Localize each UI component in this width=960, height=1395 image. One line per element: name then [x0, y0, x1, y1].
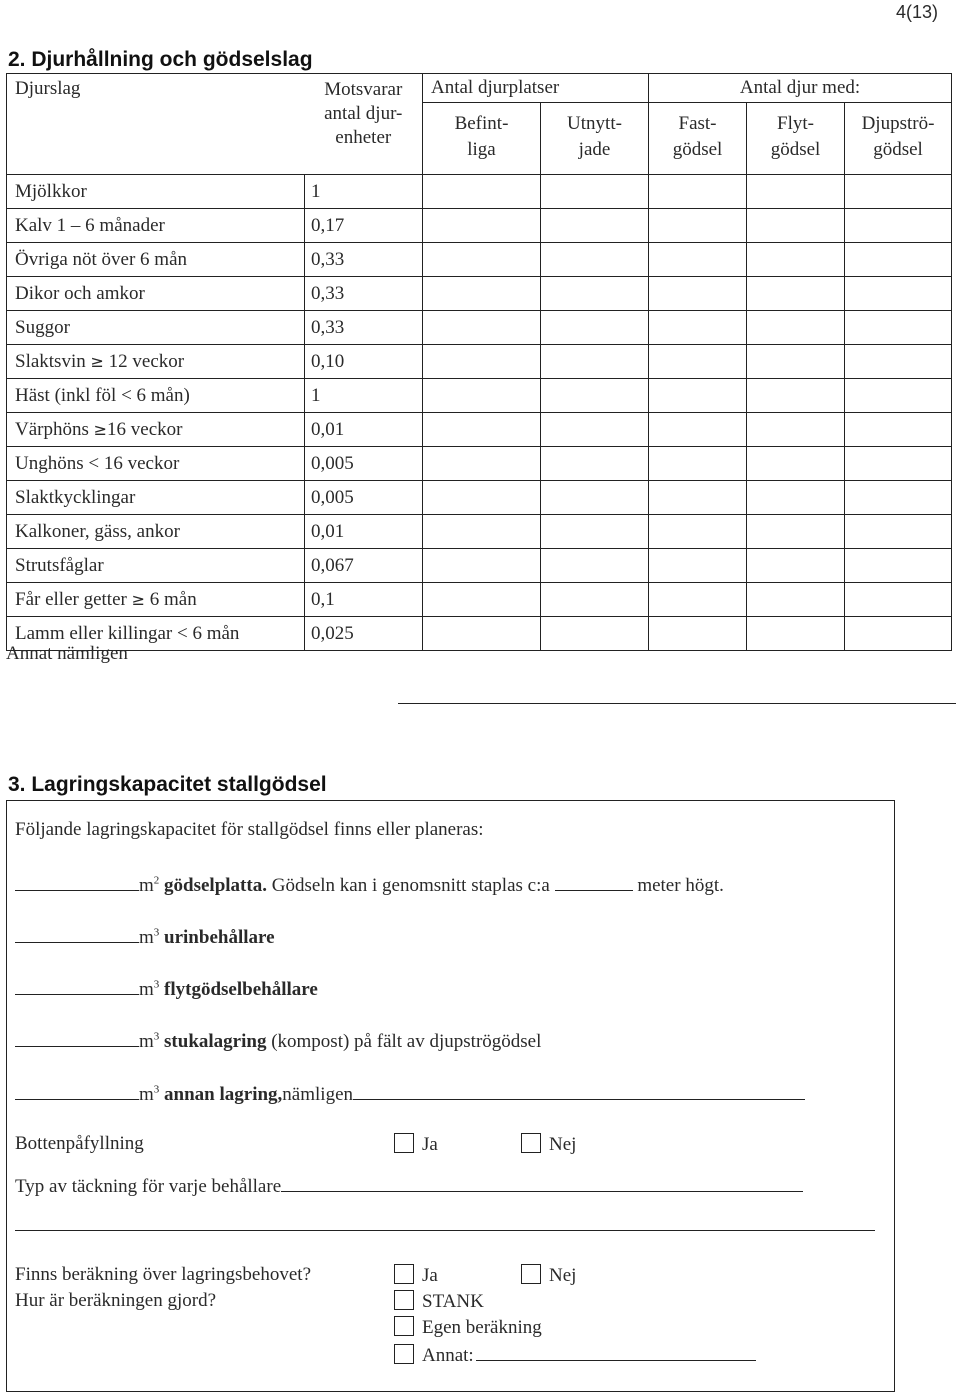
annan-description-field[interactable] [353, 1081, 805, 1100]
animal-type: Får eller getter ≥ 6 mån [7, 583, 305, 617]
header-flytgodsel: Flyt- gödsel [747, 103, 845, 175]
animal-unit-value: 0,01 [305, 515, 423, 549]
animal-unit-value: 0,01 [305, 413, 423, 447]
utnyttjade-cell[interactable] [541, 277, 649, 311]
utnyttjade-cell[interactable] [541, 311, 649, 345]
fastgodsel-cell[interactable] [649, 447, 747, 481]
urin-row: $m^3$ urinbehållare [15, 924, 275, 949]
livestock-table [6, 73, 952, 651]
stuka-label: stukalagring [164, 1031, 267, 1052]
djupstrogodsel-cell[interactable] [845, 243, 952, 277]
utnyttjade-cell[interactable] [541, 617, 649, 651]
godselplatta-row: $m^2$ gödselplatta. Gödseln kan i genomsnitt staplas c:a meter högt. [15, 872, 724, 897]
befintliga-cell[interactable] [423, 277, 541, 311]
table-row [7, 209, 952, 243]
table-row [7, 175, 952, 209]
animal-type: Slaktkycklingar [7, 481, 305, 515]
utnyttjade-cell[interactable] [541, 209, 649, 243]
flytgodsel-cell[interactable] [747, 447, 845, 481]
header-fastgodsel: Fast- gödsel [649, 103, 747, 175]
djupstrogodsel-cell[interactable] [845, 549, 952, 583]
befintliga-cell[interactable] [423, 583, 541, 617]
annat-answer-line[interactable] [398, 703, 956, 704]
berakning-question: Finns beräkning över lagringsbehovet? [15, 1264, 312, 1285]
befintliga-cell[interactable] [423, 209, 541, 243]
animal-unit-value: 0,17 [305, 209, 423, 243]
urin-volume-field[interactable] [15, 924, 139, 943]
option-egen[interactable]: Egen beräkning [394, 1316, 542, 1339]
fastgodsel-cell[interactable] [649, 209, 747, 243]
animal-unit-value: 0,025 [305, 617, 423, 651]
befintliga-cell[interactable] [423, 617, 541, 651]
flyt-volume-field[interactable] [15, 976, 139, 995]
table-row [7, 243, 952, 277]
flytgodsel-cell[interactable] [747, 617, 845, 651]
bottenpafyllning-ja-checkbox[interactable] [394, 1133, 414, 1153]
table-row [7, 515, 952, 549]
animal-unit-value: 0,33 [305, 277, 423, 311]
table-row [7, 617, 952, 651]
animal-type: Dikor och amkor [7, 277, 305, 311]
option-annat[interactable]: Annat: [394, 1342, 756, 1367]
bottenpafyllning-label: Bottenpåfyllning [15, 1133, 144, 1154]
bottenpafyllning-nej-checkbox[interactable] [521, 1133, 541, 1153]
header-djurslag: Djurslag [7, 74, 305, 175]
storage-intro: Följande lagringskapacitet för stallgödsel finns eller planeras: [15, 819, 484, 840]
djupstrogodsel-cell[interactable] [845, 515, 952, 549]
animal-unit-value: 0,067 [305, 549, 423, 583]
flyt-row: $m^3$ flytgödselbehållare [15, 976, 318, 1001]
utnyttjade-cell[interactable] [541, 413, 649, 447]
djupstrogodsel-cell[interactable] [845, 413, 952, 447]
stuka-volume-field[interactable] [15, 1028, 139, 1047]
table-row [7, 583, 952, 617]
animal-unit-value: 0,005 [305, 481, 423, 515]
annan-volume-field[interactable] [15, 1081, 139, 1100]
animal-unit-value: 1 [305, 379, 423, 413]
animal-unit-value: 0,1 [305, 583, 423, 617]
section3-title: 3. Lagringskapacitet stallgödsel [8, 773, 327, 796]
annat-field[interactable] [476, 1342, 756, 1361]
djupstrogodsel-cell[interactable] [845, 311, 952, 345]
fastgodsel-cell[interactable] [649, 515, 747, 549]
table-row [7, 277, 952, 311]
section2-title: 2. Djurhållning och gödselslag [8, 48, 313, 71]
befintliga-cell[interactable] [423, 311, 541, 345]
flytgodsel-cell[interactable] [747, 515, 845, 549]
befintliga-cell[interactable] [423, 447, 541, 481]
flytgodsel-cell[interactable] [747, 481, 845, 515]
flytgodsel-cell[interactable] [747, 209, 845, 243]
utnyttjade-cell[interactable] [541, 175, 649, 209]
annan-row: $m^3$ annan lagring,nämligen [15, 1081, 805, 1106]
befintliga-cell[interactable] [423, 379, 541, 413]
flytgodsel-cell[interactable] [747, 583, 845, 617]
animal-type: Kalkoner, gäss, ankor [7, 515, 305, 549]
djupstrogodsel-cell[interactable] [845, 583, 952, 617]
animal-unit-value: 0,10 [305, 345, 423, 379]
godselplatta-area-field[interactable] [15, 872, 139, 891]
bottenpafyllning-nej[interactable]: Nej [521, 1133, 576, 1156]
table-row [7, 549, 952, 583]
fastgodsel-cell[interactable] [649, 277, 747, 311]
tackning-extra-line[interactable] [15, 1230, 875, 1231]
fastgodsel-cell[interactable] [649, 583, 747, 617]
fastgodsel-cell[interactable] [649, 617, 747, 651]
animal-unit-value: 0,005 [305, 447, 423, 481]
utnyttjade-cell[interactable] [541, 447, 649, 481]
djupstrogodsel-cell[interactable] [845, 277, 952, 311]
flytgodsel-cell[interactable] [747, 175, 845, 209]
befintliga-cell[interactable] [423, 243, 541, 277]
berakning-ja[interactable]: Ja [394, 1264, 438, 1287]
befintliga-cell[interactable] [423, 481, 541, 515]
bottenpafyllning-ja[interactable]: Ja [394, 1133, 438, 1156]
djupstrogodsel-cell[interactable] [845, 209, 952, 243]
animal-type: Slaktsvin ≥ 12 veckor [7, 345, 305, 379]
animal-unit-value: 0,33 [305, 243, 423, 277]
utnyttjade-cell[interactable] [541, 583, 649, 617]
option-stank[interactable]: STANK [394, 1290, 484, 1313]
header-antal-djur-med: Antal djur med: [649, 74, 952, 103]
header-motsvarar: Motsvarar antal djur- enheter [305, 74, 423, 175]
annan-label: annan lagring, [164, 1084, 283, 1105]
animal-type: Unghöns < 16 veckor [7, 447, 305, 481]
flytgodsel-cell[interactable] [747, 277, 845, 311]
table-row [7, 481, 952, 515]
annat-namligen-label: Annat nämligen [6, 643, 128, 664]
stank-checkbox[interactable] [394, 1290, 414, 1310]
animal-unit-value: 1 [305, 175, 423, 209]
godselplatta-label: gödselplatta. [164, 875, 267, 896]
annat-checkbox[interactable] [394, 1344, 414, 1364]
utnyttjade-cell[interactable] [541, 379, 649, 413]
stuka-row: $m^3$ stukalagring (kompost) på fält av djupströgödsel [15, 1028, 541, 1053]
tackning-field[interactable] [281, 1173, 803, 1192]
djupstrogodsel-cell[interactable] [845, 617, 952, 651]
animal-type: Lamm eller killingar < 6 mån [7, 617, 305, 651]
utnyttjade-cell[interactable] [541, 549, 649, 583]
staplas-text: Gödseln kan i genomsnitt staplas c:a [271, 875, 550, 896]
utnyttjade-cell[interactable] [541, 481, 649, 515]
animal-type: Strutsfåglar [7, 549, 305, 583]
fastgodsel-cell[interactable] [649, 379, 747, 413]
tackning-row [15, 1173, 803, 1198]
djupstrogodsel-cell[interactable] [845, 481, 952, 515]
header-utnyttjade: Utnytt- jade [541, 103, 649, 175]
urin-label: urinbehållare [164, 927, 275, 948]
header-antal-djurplatser: Antal djurplatser [423, 74, 649, 103]
animal-type: Övriga nöt över 6 mån [7, 243, 305, 277]
utnyttjade-cell[interactable] [541, 515, 649, 549]
fastgodsel-cell[interactable] [649, 175, 747, 209]
hur-question: Hur är beräkningen gjord? [15, 1290, 217, 1311]
stack-height-field[interactable] [555, 872, 633, 891]
animal-type: Värphöns ≥16 veckor [7, 413, 305, 447]
animal-type: Kalv 1 – 6 månader [7, 209, 305, 243]
flytgodsel-cell[interactable] [747, 311, 845, 345]
befintliga-cell[interactable] [423, 413, 541, 447]
stuka-rest: (kompost) på fält av djupströgödsel [271, 1031, 542, 1052]
table-row [7, 447, 952, 481]
flytgodsel-cell[interactable] [747, 379, 845, 413]
djupstrogodsel-cell[interactable] [845, 345, 952, 379]
flytgodsel-cell[interactable] [747, 549, 845, 583]
animal-type: Häst (inkl föl < 6 mån) [7, 379, 305, 413]
befintliga-cell[interactable] [423, 549, 541, 583]
befintliga-cell[interactable] [423, 345, 541, 379]
fastgodsel-cell[interactable] [649, 345, 747, 379]
egen-checkbox[interactable] [394, 1316, 414, 1336]
djupstrogodsel-cell[interactable] [845, 379, 952, 413]
tackning-label: Typ av täckning för varje behållare [15, 1176, 282, 1197]
berakning-ja-checkbox[interactable] [394, 1264, 414, 1284]
befintliga-cell[interactable] [423, 175, 541, 209]
utnyttjade-cell[interactable] [541, 345, 649, 379]
header-djupstrogodsel: Djupströ- gödsel [845, 103, 952, 175]
befintliga-cell[interactable] [423, 515, 541, 549]
animal-unit-value: 0,33 [305, 311, 423, 345]
page-number: 4(13) [895, 2, 938, 22]
fastgodsel-cell[interactable] [649, 243, 747, 277]
table-row [7, 413, 952, 447]
meter-text: meter högt. [637, 875, 724, 896]
fastgodsel-cell[interactable] [649, 413, 747, 447]
namligen-text: nämligen [282, 1084, 353, 1105]
flytgodsel-cell[interactable] [747, 413, 845, 447]
table-row [7, 345, 952, 379]
fastgodsel-cell[interactable] [649, 549, 747, 583]
header-befintliga: Befint- liga [423, 103, 541, 175]
animal-type: Mjölkkor [7, 175, 305, 209]
flytgodsel-cell[interactable] [747, 345, 845, 379]
flytgodsel-cell[interactable] [747, 243, 845, 277]
djupstrogodsel-cell[interactable] [845, 175, 952, 209]
fastgodsel-cell[interactable] [649, 311, 747, 345]
berakning-nej-checkbox[interactable] [521, 1264, 541, 1284]
djupstrogodsel-cell[interactable] [845, 447, 952, 481]
table-row [7, 379, 952, 413]
flyt-label: flytgödselbehållare [164, 979, 318, 1000]
utnyttjade-cell[interactable] [541, 243, 649, 277]
table-row [7, 311, 952, 345]
animal-type: Suggor [7, 311, 305, 345]
berakning-nej[interactable]: Nej [521, 1264, 576, 1287]
fastgodsel-cell[interactable] [649, 481, 747, 515]
